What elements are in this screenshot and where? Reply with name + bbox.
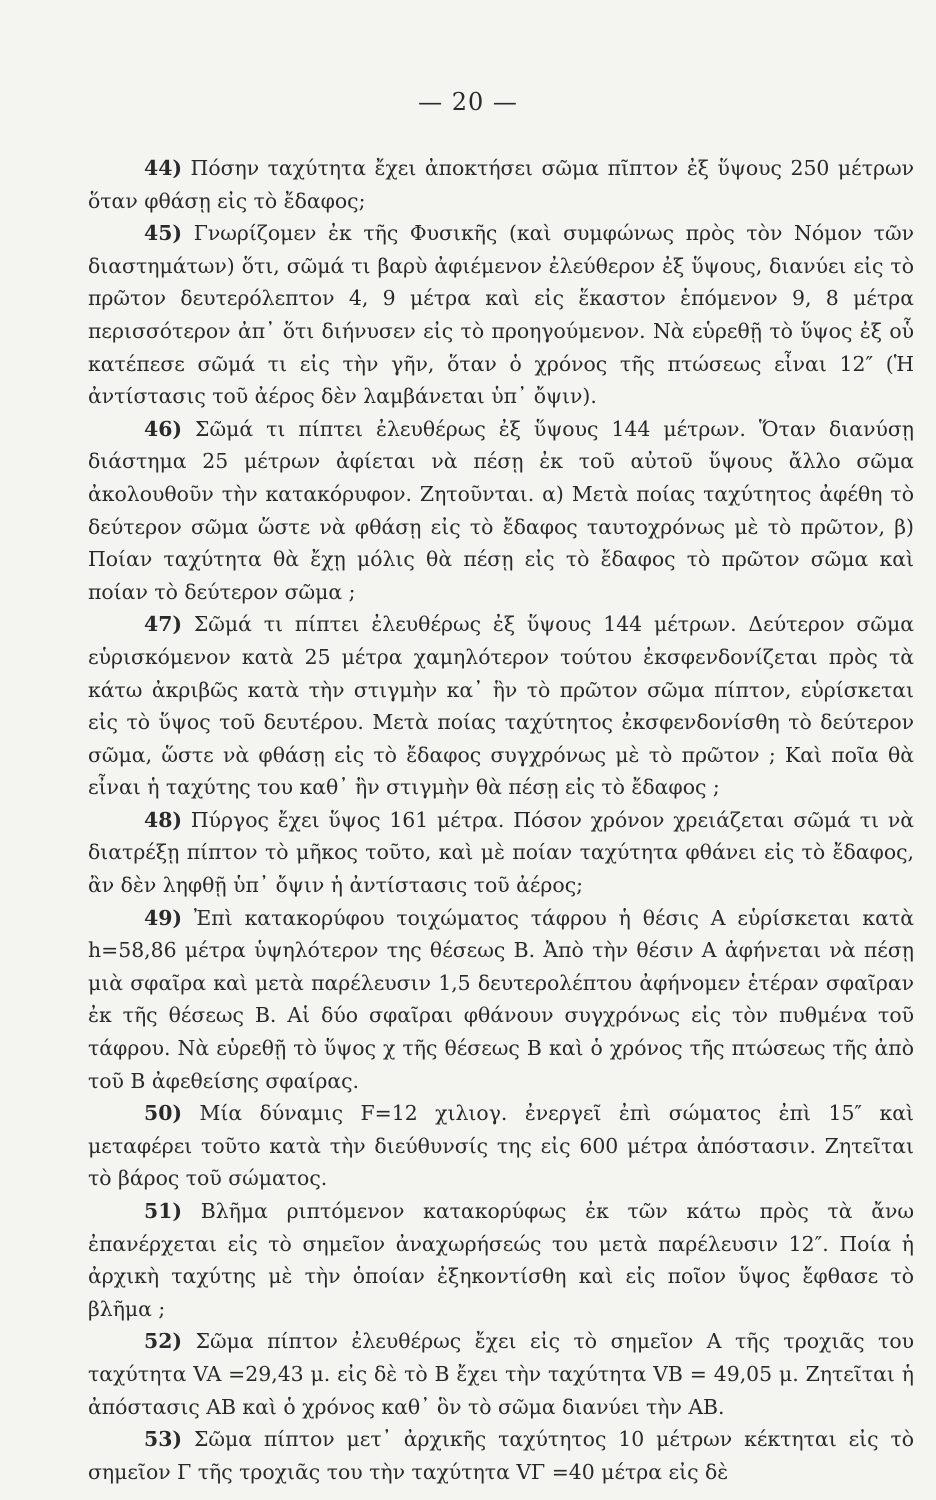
problem-text: Γνωρίζομεν ἐκ τῆς Φυσικῆς (καὶ συμφώνως πρὸς τὸν Νόμον τῶν διαστημάτων) ὅτι, σῶμά τι βαρὺ ἀφιέμενον ἐλεύθερον ἐξ ὕψους, διανύει εἰς τὸ πρῶτον δευτερόλεπτον 4, 9 μέτρα καὶ εἰς ἕκαστον ἑπόμενον 9, 8 μέτρα περισσότερον ἀπ᾿ ὅτι διήνυσεν εἰς τὸ προηγούμενον. Νὰ εὑρεθῇ τὸ ὕψος ἐξ οὗ κατέπεσε σῶμά τι εἰς τὴν γῆν, ὅταν ὁ χρόνος τῆς πτώσεως εἶναι 12″ (Ἡ ἀντίστασις τοῦ ἀέρος δὲν λαμβάνεται ὑπ᾿ ὄψιν). <box>88 221 914 409</box>
problem-number: 51) <box>144 1199 183 1223</box>
problem-48 <box>88 804 914 902</box>
problem-49 <box>88 902 914 1098</box>
problem-number: 49) <box>144 905 183 930</box>
problem-number: 45) <box>144 221 183 246</box>
problem-text: Βλῆμα ριπτόμενον κατακορύφως ἐκ τῶν κάτω πρὸς τὰ ἄνω ἐπανέρχεται εἰς τὸ σημεῖον ἀναχωρήσεώς του μετὰ παρέλευσιν 12″. Ποία ἡ ἀρχικὴ ταχύτης μὲ τὴν ὁποίαν ἐξηκοντίσθη καὶ εἰς ποῖον ὕψος ἔφθασε τὸ βλῆμα ; <box>88 1199 915 1321</box>
problem-45 <box>88 217 914 413</box>
problem-text: Σῶμά τι πίπτει ἐλευθέρως ἐξ ὕψους 144 μέτρων. Ὅταν διανύσῃ διάστημα 25 μέτρων ἀφίεται νὰ πέσῃ ἐκ τοῦ αὐτοῦ ὕψους ἄλλο σῶμα ἀκολουθοῦν τὴν κατακόρυφον. Ζητοῦνται. α) Μετὰ ποίας ταχύτητος ἀφέθη τὸ δεύτερον σῶμα ὥστε νὰ φθάσῃ εἰς τὸ ἔδαφος ταυτοχρόνως μὲ τὸ πρῶτον, β) Ποίαν ταχύτητα θὰ ἔχῃ μόλις θὰ πέσῃ εἰς τὸ ἔδαφος τὸ πρῶτον σῶμα καὶ ποίαν τὸ δεύτερον σῶμα ; <box>88 416 914 604</box>
problem-text: Πύργος ἔχει ὕψος 161 μέτρα. Πόσον χρόνον χρειάζεται σῶμά τι νὰ διατρέξῃ πίπτον τὸ μῆκος τοῦτο, καὶ μὲ ποίαν ταχύτητα φθάνει εἰς τὸ ἔδαφος, ἂν δὲν ληφθῇ ὑπ᾿ ὄψιν ἡ ἀντίστασις τοῦ ἀέρος; <box>88 807 915 898</box>
problem-text: Σῶμα πίπτον μετ᾿ ἀρχικῆς ταχύτητος 10 μέτρων κέκτηται εἰς τὸ σημεῖον Γ τῆς τροχιᾶς του τὴν ταχύτητα VΓ =40 μέτρα εἰς δὲ <box>88 1427 915 1484</box>
problem-number: 53) <box>144 1427 183 1452</box>
problem-44 <box>88 152 914 217</box>
problem-46 <box>88 413 914 609</box>
page-number: — 20 — <box>418 88 518 116</box>
problem-number: 44) <box>144 156 183 180</box>
problem-47 <box>88 608 914 804</box>
problem-number: 50) <box>144 1101 183 1126</box>
problem-number: 48) <box>144 807 183 832</box>
problem-text: Σῶμά τι πίπτει ἐλευθέρως ἐξ ὕψους 144 μέτρων. Δεύτερον σῶμα εὑρισκόμενον κατὰ 25 μέτρα χαμηλότερον τούτου ἐκσφενδονίζεται πρὸς τὰ κάτω ἀκριβῶς κατὰ τὴν στιγμὴν κα᾿ ἣν τὸ πρῶτον σῶμα πίπτον, εὑρίσκεται εἰς τὸ ὕψος τοῦ δευτέρου. Μετὰ ποίας ταχύτητος ἐκσφενδονίσθη τὸ δεύτερον σῶμα, ὥστε νὰ φθάσῃ εἰς τὸ ἔδαφος συγχρόνως μὲ τὸ πρῶτον ; Καὶ ποῖα θὰ εἶναι ἡ ταχύτης του καθ᾿ ἣν στιγμὴν θὰ πέσῃ εἰς τὸ ἔδαφος ; <box>88 612 914 800</box>
problem-number: 52) <box>144 1329 183 1354</box>
problem-text: Πόσην ταχύτητα ἔχει ἀποκτήσει σῶμα πῖπτον ἐξ ὕψους 250 μέτρων ὅταν φθάσῃ εἰς τὸ ἔδαφος; <box>88 156 915 213</box>
problem-53 <box>88 1423 914 1488</box>
problem-number: 47) <box>144 612 183 637</box>
problem-50 <box>88 1097 914 1195</box>
problem-text: Ἐπὶ κατακορύφου τοιχώματος τάφρου ἡ θέσις Α εὑρίσκεται κατὰ h=58,86 μέτρα ὑψηλότερον της θέσεως Β. Ἀπὸ τὴν θέσιν Α ἀφήνεται νὰ πέσῃ μιὰ σφαῖρα καὶ μετὰ παρέλευσιν 1,5 δευτερολέπτου ἀφήνομεν ἑτέραν σφαῖραν ἐκ τῆς θέσεως Β. Αἱ δύο σφαῖραι φθάνουν συγχρόνως εἰς τὸν πυθμένα τοῦ τάφρου. Νὰ εὑρεθῇ τὸ ὕψος χ τῆς θέσεως Β καὶ ὁ χρόνος τῆς πτώσεως τῆς ἀπὸ τοῦ Β ἀφεθείσης σφαίρας. <box>88 905 914 1093</box>
problem-52 <box>88 1325 914 1423</box>
problem-51 <box>88 1195 914 1325</box>
problem-number: 46) <box>144 416 183 441</box>
problem-text: Σῶμα πίπτον ἐλευθέρως ἔχει εἰς τὸ σημεῖον Α τῆς τροχιᾶς του ταχύτητα VA =29,43 μ. εἰς δὲ τὸ Β ἔχει τὴν ταχύτητα VB = 49,05 μ. Ζητεῖται ἡ ἀπόστασις ΑΒ καὶ ὁ χρόνος καθ᾿ ὃν τὸ σῶμα διανύει τὴν ΑΒ. <box>88 1329 914 1419</box>
problem-text: Μία δύναμις F=12 χιλιογ. ἐνεργεῖ ἐπὶ σώματος ἐπὶ 15″ καὶ μεταφέρει τοῦτο κατὰ τὴν διεύθυνσίς της εἰς 600 μέτρα ἀπόστασιν. Ζητεῖται τὸ βάρος τοῦ σώματος. <box>88 1101 914 1191</box>
